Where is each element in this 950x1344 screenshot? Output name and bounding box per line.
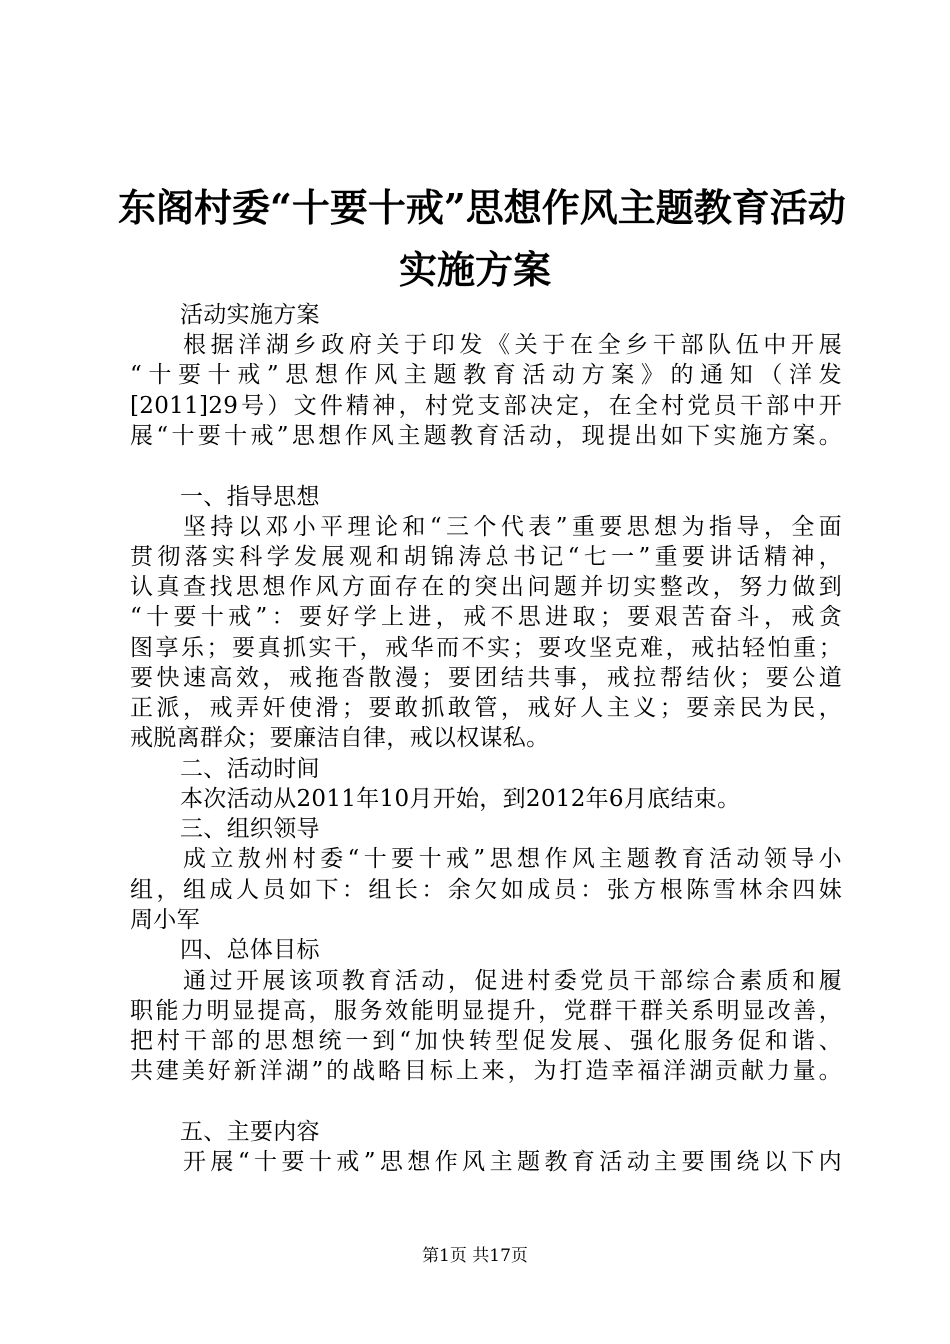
paragraph-line: [2011]29号）文件精神，村党支部决定，在全村党员干部中开 bbox=[130, 393, 842, 419]
paragraph-line: 本次活动从2011年10月开始，到2012年6月底结束。 bbox=[180, 786, 741, 812]
paragraph-line: 贯彻落实科学发展观和胡锦涛总书记“七一”重要讲话精神， bbox=[130, 544, 842, 570]
paragraph-line: 成立敖州村委“十要十戒”思想作风主题教育活动领导小 bbox=[183, 846, 842, 872]
paragraph-line: 正派，戒弄奸使滑；要敢抓敢管，戒好人主义；要亲民为民， bbox=[130, 695, 842, 721]
paragraph-line: 活动实施方案 bbox=[180, 302, 320, 328]
page-footer: 第1页 共17页 bbox=[422, 1246, 528, 1266]
paragraph-line: 把村干部的思想统一到“加快转型促发展、强化服务促和谐、 bbox=[130, 1028, 842, 1054]
section-heading: 三、组织领导 bbox=[180, 816, 320, 842]
paragraph-line: “十要十戒”思想作风主题教育活动方案》的通知（洋发 bbox=[130, 362, 842, 388]
section-heading: 二、活动时间 bbox=[180, 756, 320, 782]
section-heading: 四、总体目标 bbox=[180, 937, 320, 963]
paragraph-line: 周小军 bbox=[130, 907, 200, 933]
paragraph-line: 要快速高效，戒拖沓散漫；要团结共事，戒拉帮结伙；要公道 bbox=[130, 665, 842, 691]
section-heading: 一、指导思想 bbox=[180, 484, 320, 510]
document-title-line-1: 东阁村委“十要十戒”思想作风主题教育活动 bbox=[118, 185, 846, 230]
paragraph-line: 通过开展该项教育活动，促进村委党员干部综合素质和履 bbox=[183, 968, 842, 994]
document-title-line-2: 实施方案 bbox=[398, 247, 551, 292]
paragraph-line: 根据洋湖乡政府关于印发《关于在全乡干部队伍中开展 bbox=[183, 332, 842, 358]
section-heading: 五、主要内容 bbox=[180, 1119, 320, 1145]
paragraph-line: 共建美好新洋湖”的战略目标上来，为打造幸福洋湖贡献力量。 bbox=[130, 1058, 842, 1084]
paragraph-line: 戒脱离群众；要廉洁自律，戒以权谋私。 bbox=[130, 725, 550, 751]
paragraph-line: 展“十要十戒”思想作风主题教育活动，现提出如下实施方案。 bbox=[130, 423, 842, 449]
paragraph-line: 图享乐；要真抓实干，戒华而不实；要攻坚克难，戒拈轻怕重； bbox=[130, 635, 842, 661]
paragraph-line: 认真查找思想作风方面存在的突出问题并切实整改，努力做到 bbox=[130, 574, 842, 600]
paragraph-line: 坚持以邓小平理论和“三个代表”重要思想为指导，全面 bbox=[183, 514, 842, 540]
paragraph-line: 开展“十要十戒”思想作风主题教育活动主要围绕以下内 bbox=[183, 1149, 842, 1175]
paragraph-line: 组，组成人员如下：组长：余欠如成员：张方根陈雪林余四妹 bbox=[130, 877, 842, 903]
paragraph-line: 职能力明显提高，服务效能明显提升，党群干群关系明显改善， bbox=[130, 998, 842, 1024]
paragraph-line: “十要十戒”：要好学上进，戒不思进取；要艰苦奋斗，戒贪 bbox=[130, 604, 842, 630]
